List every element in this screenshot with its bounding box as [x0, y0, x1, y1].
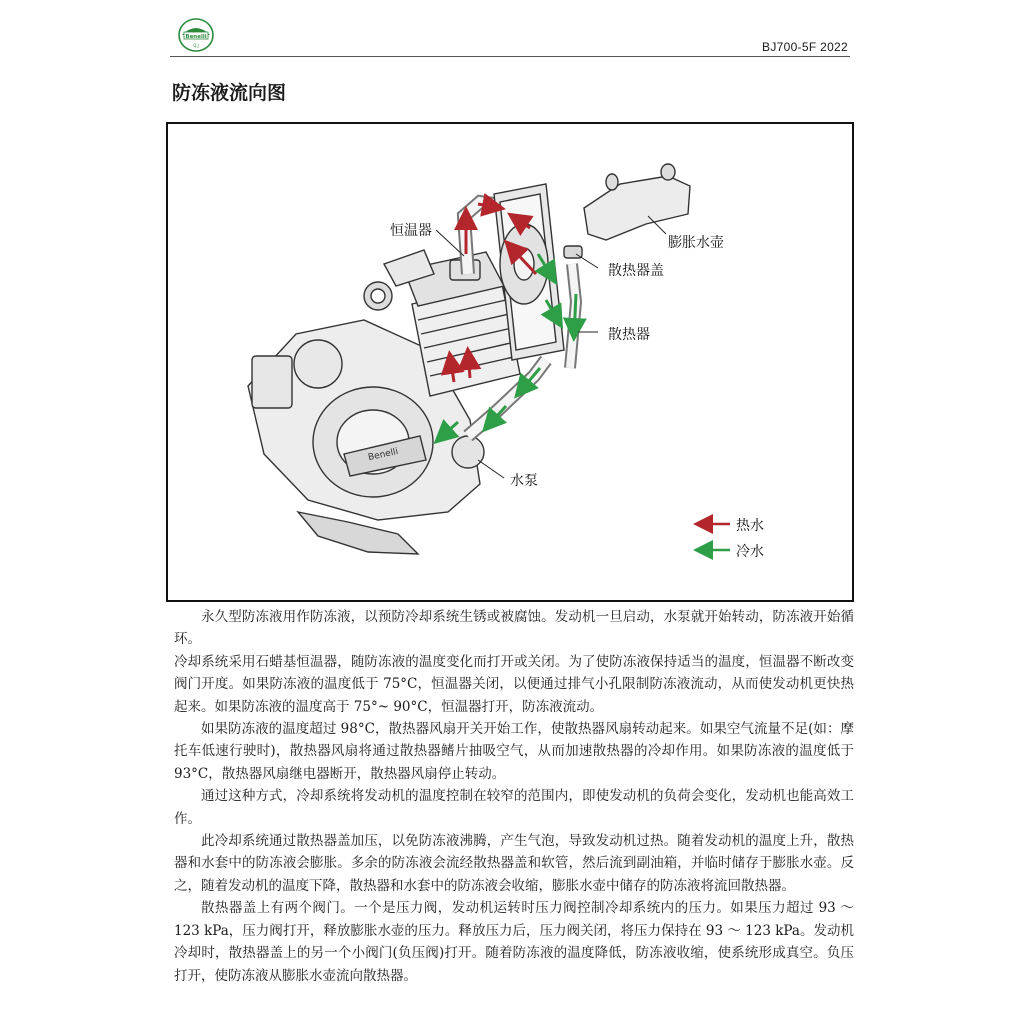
paragraph: 永久型防冻液用作防冻液，以预防冷却系统生锈或被腐蚀。发动机一旦启动，水泵就开始转动，防冻液开始循环。	[174, 609, 854, 648]
brand-logo	[178, 18, 214, 52]
legend-cold-label: 冷水	[736, 544, 764, 560]
body-text	[174, 606, 854, 987]
paragraph: 冷却系统采用石蜡基恒温器，随防冻液的温度变化而打开或关闭。为了使防冻液保持适当的温度，恒温器不断改变阀门开度。如果防冻液的温度低于 75°C，恒温器关闭，以便通过排气小孔限制防冻液流动，从而使发动机更快热起来。如果防冻液的温度高于 75°~ 90°C，恒温器打开，防冻液流动。	[174, 653, 854, 715]
label-thermostat: 恒温器	[390, 223, 432, 239]
paragraph: 此冷却系统通过散热器盖加压，以免防冻液沸腾，产生气泡，导致发动机过热。随着发动机的温度上升，散热器和水套中的防冻液会膨胀。多余的防冻液会流经散热器盖和软管，然后流到副油箱，并临时储存于膨胀水壶。反之，随着发动机的温度下降，散热器和水套中的防冻液会收缩，膨胀水壶中储存的防冻液将流回散热器。	[174, 833, 854, 894]
header-divider	[170, 56, 850, 57]
coolant-flow-diagram	[166, 122, 854, 602]
document-code: BJ700-5F 2022	[762, 40, 848, 54]
paragraph: 如果防冻液的温度超过 98°C，散热器风扇开关开始工作，使散热器风扇转动起来。如果空气流量不足(如：摩托车低速行驶时)，散热器风扇将通过散热器鳍片抽吸空气，从而加速散热器的冷却作用。如果防冻液的温度低于 93°C，散热器风扇继电器断开，散热器风扇停止转动。	[174, 721, 854, 782]
label-radiator: 散热器	[608, 327, 650, 343]
paragraph: 散热器盖上有两个阀门。一个是压力阀，发动机运转时压力阀控制冷却系统内的压力。如果压力超过 93 ～ 123 kPa，压力阀打开，释放膨胀水壶的压力。释放压力后，压力阀关闭，将压力保持在 93 ～ 123 kPa。发动机冷却时，散热器盖上的另一个小阀门(负压阀)打开。随着防冻液的温度降低，防冻液收缩，使系统形成真空。负压打开，使防冻液从膨胀水壶流向散热器。	[174, 900, 854, 984]
section-title: 防冻液流向图	[172, 82, 287, 104]
legend-hot-label: 热水	[736, 518, 764, 534]
label-water-pump: 水泵	[510, 473, 538, 489]
label-radiator-cap: 散热器盖	[608, 263, 664, 279]
label-expansion-tank: 膨胀水壶	[668, 235, 724, 251]
svg-text:Q.J: Q.J	[193, 43, 199, 48]
paragraph: 通过这种方式，冷却系统将发动机的温度控制在较窄的范围内，即使发动机的负荷会变化，发动机也能高效工作。	[174, 788, 854, 827]
svg-text:Benelli: Benelli	[185, 34, 207, 40]
engine-badge-text: Benelli	[367, 446, 400, 464]
